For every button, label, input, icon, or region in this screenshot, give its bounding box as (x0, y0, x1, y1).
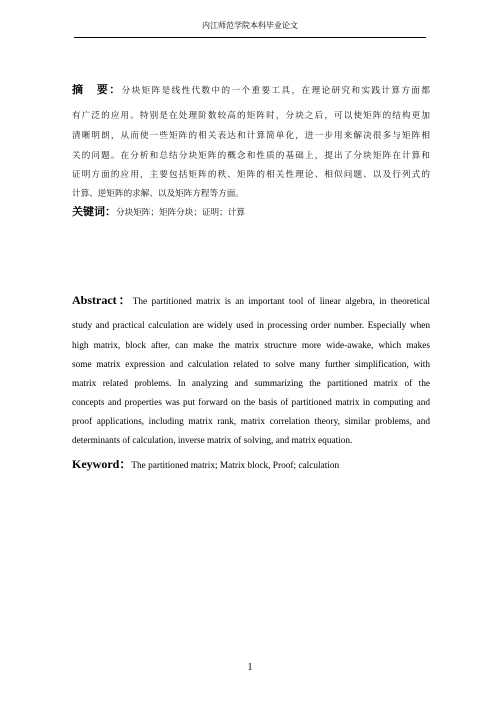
running-header: 内江师范学院本科毕业论文 (202, 21, 298, 30)
abstract-en-line (72, 294, 430, 308)
keywords-zh (72, 206, 430, 219)
abstract-en-line: high matrix, block after, can make the matrix structure more wide-awake, which makes (72, 341, 430, 351)
abstract-zh-line: 清晰明朗，从而使一些矩阵的相关表达和计算简单化，进一步用来解决很多与矩阵相 (72, 131, 430, 141)
abstract-zh-line (72, 84, 430, 97)
abstract-en-line: concepts and properties was put forward on the basis of partitioned matrix in computing and (72, 398, 430, 408)
abstract-zh-line: 有广泛的应用。特别是在处理阶数较高的矩阵时，分块之后，可以使矩阵的结构更加 (72, 111, 430, 121)
abstract-en-line: proof applications, including matrix rank, matrix correlation theory, similar problems, and (72, 417, 430, 427)
keywords-en-text: The partitioned matrix; Matrix block, Proof; calculation (131, 461, 340, 471)
abstract-zh-label: 摘 要： (72, 84, 122, 96)
abstract-zh-line: 计算、逆矩阵的求解、以及矩阵方程等方面。 (72, 189, 244, 199)
keywords-en (72, 458, 430, 472)
abstract-en-label: Abstract： (72, 294, 133, 307)
abstract-en-line: determinants of calculation, inverse matrix of solving, and matrix equation. (72, 436, 353, 446)
abstract-zh-line: 证明方面的应用，主要包括矩阵的秩、矩阵的相关性理论、相似问题、以及行列式的 (72, 170, 430, 180)
abstract-zh-line: 关的问题。在分析和总结分块矩阵的概念和性质的基础上，提出了分块矩阵在计算和 (72, 151, 430, 161)
keywords-zh-text: 分块矩阵；矩阵分块；证明；计算 (116, 208, 245, 218)
abstract-en-line: study and practical calculation are widely used in processing order number. Especially when (72, 321, 430, 331)
page-number: 1 (247, 662, 253, 673)
keywords-en-label: Keyword： (72, 458, 132, 471)
header-rule (74, 37, 426, 38)
abstract-en-line: matrix related problems. In analyzing and summarizing the partitioned matrix of the (72, 379, 430, 389)
keywords-zh-label: 关键词： (72, 206, 116, 218)
abstract-en-line: some matrix expression and calculation related to solve many further simplification, with (72, 360, 430, 370)
abstract-en-text: The partitioned matrix is an important tool of linear algebra, in theoretical (132, 297, 430, 307)
abstract-zh-text: 分块矩阵是线性代数中的一个重要工具，在理论研究和实践计算方面都 (121, 86, 430, 96)
